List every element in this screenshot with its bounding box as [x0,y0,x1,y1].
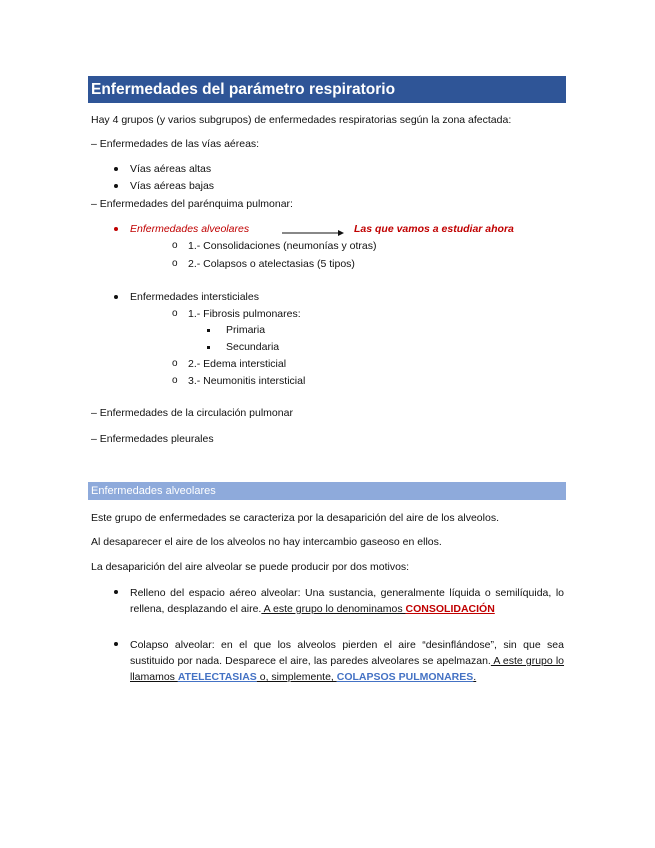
square-bullet-icon [207,329,210,332]
list-item: 3.- Neumonitis intersticial [188,375,306,387]
arrow-right-icon [282,229,344,237]
group-vias-aereas-heading: – Enfermedades de las vías aéreas: [91,138,260,150]
consolidacion-term: CONSOLIDACIÓN [405,603,495,615]
section-heading: Enfermedades alveolares [88,482,566,500]
list-item: 1.- Fibrosis pulmonares: [188,308,301,320]
bullet-icon [114,167,118,171]
list-item: Vías aéreas bajas [130,180,215,192]
group-parenquima-heading: – Enfermedades del parénquima pulmonar: [91,198,293,210]
list-item: 2.- Colapsos o atelectasias (5 tipos) [188,258,355,270]
motivo-1-line-2: rellena, desplazando el aire. A este grupo lo denominamos CONSOLIDACIÓN [130,603,495,615]
section-paragraph-2: Al desaparecer el aire de los alveolos no hay intercambio gaseoso en ellos. [91,536,442,548]
bullet-icon [114,590,118,594]
motivo-2-line-1: Colapso alveolar: en el que los alveolos pierden el aire “desinflándose”, sin que sea [130,639,564,651]
colapsos-term: COLAPSOS PULMONARES [336,671,474,683]
intro-text: Hay 4 grupos (y varios subgrupos) de enfermedades respiratorias según la zona afectada: [91,114,512,126]
sub-bullet-icon: o [172,308,178,319]
motivo-2-paragraph [130,637,564,685]
sub-bullet-icon: o [172,258,178,269]
sub-bullet-icon: o [172,358,178,369]
motivo-2-line-3: llamamos ATELECTASIAS o, simplemente, COLAPSOS PULMONARES. [130,671,477,683]
list-item: Vías aéreas altas [130,163,212,175]
motivo-1-paragraph [130,585,564,617]
alveolares-label: Enfermedades alveolares [130,223,250,235]
bullet-icon [114,184,118,188]
group-pleurales-heading: – Enfermedades pleurales [91,433,214,445]
bullet-icon [114,295,118,299]
motivo-1-line-1: Relleno del espacio aéreo alveolar: Una sustancia, generalmente líquida o semilíquida, lo [130,587,564,599]
group-circulacion-heading: – Enfermedades de la circulación pulmonar [91,407,293,419]
bullet-icon [114,642,118,646]
list-item: 1.- Consolidaciones (neumonías y otras) [188,240,377,252]
motivo-2-line-2: sustituido por nada. Desparece el aire, las paredes alveolares se apelmazan. A este grupo lo [130,655,565,667]
section-paragraph-1: Este grupo de enfermedades se caracteriza por la desaparición del aire de los alveolos. [91,512,499,524]
list-item: 2.- Edema intersticial [188,358,287,370]
page-title: Enfermedades del parámetro respiratorio [88,76,566,103]
list-item: Secundaria [226,341,280,353]
atelectasias-term: ATELECTASIAS [177,671,257,683]
bullet-icon [114,227,118,231]
intersticiales-label: Enfermedades intersticiales [130,291,259,303]
sub-bullet-icon: o [172,375,178,386]
list-item: Primaria [226,324,266,336]
square-bullet-icon [207,346,210,349]
sub-bullet-icon: o [172,240,178,251]
section-paragraph-3: La desaparición del aire alveolar se puede producir por dos motivos: [91,561,410,573]
alveolares-note: Las que vamos a estudiar ahora [354,223,514,235]
